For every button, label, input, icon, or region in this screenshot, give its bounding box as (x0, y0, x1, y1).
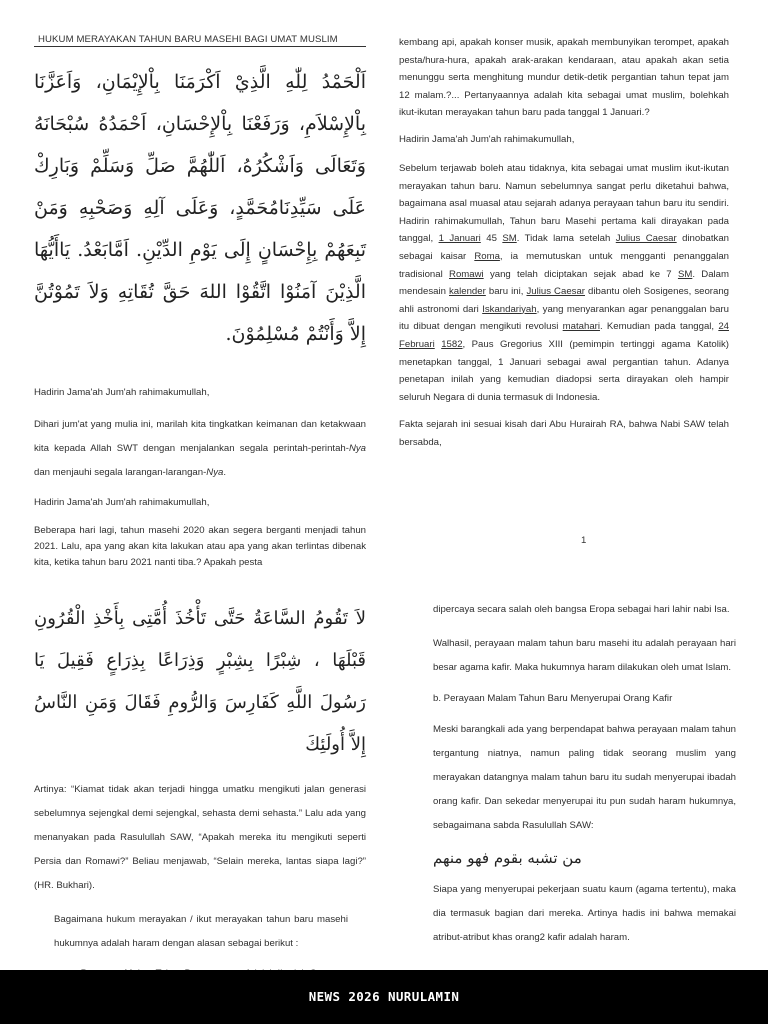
arabic-opening-prayer: اَلْحَمْدُ لِلّٰهِ الَّذِيْ اَكْرَمَنَا بِاْلإِيْمَانِ، وَاَعَزَّنَا بِاْلإِسْلاَمِ، وَرَفَعْنَا بِاْلإِحْسَانِ، اَحْمَدُهُ سُبْحَانَهُ وَتَعَالَى وَاَشْكُرُهُ، اَللّٰهُمَّ صَلِّ وَسَلِّمْ وَبَارِكْ عَلَى سَيِّدِنَامُحَمَّدٍ، وَعَلَى آلِهِ وَصَحْبِهِ وَمَنْ تَبِعَهُمْ بِإِحْسَانٍ إِلَى يَوْمِ الدِّيْنِ. اَمَّابَعْدُ. يَاأَيُّهَا الَّذِيْنَ آمَنُوْا اتَّقُوْا اللهَ حَقَّ تُقَاتِهِ وَلاَ تَمُوْتُنَّ إِلاَّ وَأَنْتُمْ مُسْلِمُوْنَ. (34, 71, 366, 345)
celebration-questions-paragraph: kembang api, apakah konser musik, apakah membunyikan terompet, apakah pesta/hura-hura, apakah arak-arakan kendaraan, atau apakah akan setia menunggu serta menghitung mundur detik-detik pergantian tahun tepat jam 12 malam.?... Pertanyaannya adalah kita sebagai umat muslim, bolehkah ikut-ikutan merayakan tahun baru pada tanggal 1 Januari.? (399, 37, 729, 119)
link-kalender[interactable]: kalender (449, 286, 486, 298)
salutation-3: Hadirin Jama'ah Jum'ah rahimakumullah, (399, 133, 575, 145)
document-header-title: HUKUM MERAYAKAN TAHUN BARU MASEHI BAGI UMAT MUSLIM (34, 34, 366, 47)
page2-right-column (433, 598, 736, 960)
conclusion-paragraph: Walhasil, perayaan malam tahun baru masehi itu adalah perayaan hari besar agama kafir. Maka hukumnya haram dilakukan oleh umat Islam. (433, 638, 736, 673)
hadith-explanation: Siapa yang menyerupai pekerjaan suatu kaum (agama tertentu), maka dia termasuk bagian dari mereka. Artinya hadis ini bahwa memakai atribut-atribut khas orang2 kafir adalah haram. (433, 883, 736, 943)
arabic-hadith-quote: من تشبه بقوم فهو منهم (433, 848, 582, 867)
page1-left-column (34, 34, 366, 581)
fact-paragraph: Fakta sejarah ini sesuai kisah dari Abu Hurairah RA, bahwa Nabi SAW telah bersabda, (399, 419, 729, 448)
salutation-2: Hadirin Jama'ah Jum'ah rahimakumullah, (34, 497, 210, 508)
link-roma[interactable]: Roma (474, 250, 500, 262)
link-iskandariyah[interactable]: Iskandariyah (482, 303, 537, 315)
intro-paragraph: Beberapa hari lagi, tahun masehi 2020 akan segera berganti menjadi tahun 2021. Lalu, apa yang akan kita lakukan atau apa yang akan terlintas dibenak kita, ketika tahun baru 2021 nanti tiba.? Apakah pesta (34, 525, 366, 568)
hadith-translation: Artinya: “Kiamat tidak akan terjadi hingga umatku mengikuti jalan generasi sebelumnya sejengkal demi sejengkal, sehasta demi sehasta.” Lalu ada yang menanyakan pada Rasulullah SAW, “Apakah mereka itu mengikuti seperti Persia dan Romawi?” Beliau menjawab, “Selain mereka, lantas siapa lagi?” (HR. Bukhari). (34, 784, 366, 891)
footer-banner: NEWS 2026 NURULAMIN (0, 970, 768, 1024)
ruling-intro-paragraph: Bagaimana hukum merayakan / ikut merayakan tahun baru masehi hukumnya adalah haram dengan alasan sebagai berikut : (54, 914, 348, 949)
page2-left-column (34, 598, 366, 998)
page1-right-column (399, 34, 729, 461)
arabic-hadith: لاَ تَقُومُ السَّاعَةُ حَتَّى تَأْخُذَ أُمَّتِى بِأَخْذِ الْقُرُونِ قَبْلَهَا ، شِبْرًا بِشِبْرٍ وَذِرَاعًا بِذِرَاعٍ فَقِيلَ يَا رَسُولَ اللَّهِ كَفَارِسَ وَالرُّومِ فَقَالَ وَمَنِ النَّاسُ إِلاَّ أُولَئِكَ (34, 608, 366, 755)
link-sm-2[interactable]: SM (677, 268, 693, 280)
link-sm[interactable]: SM (502, 233, 517, 245)
page-number: 1 (581, 535, 587, 546)
europe-belief-paragraph: dipercaya secara salah oleh bangsa Eropa sebagai hari lahir nabi Isa. (433, 604, 730, 615)
link-julius-caesar-2[interactable]: Julius Caesar (526, 286, 585, 298)
link-matahari[interactable]: matahari (562, 321, 600, 333)
link-romawi[interactable]: Romawi (449, 268, 484, 280)
salutation-1: Hadirin Jama'ah Jum'ah rahimakumullah, (34, 387, 210, 398)
document-page-2 (0, 578, 768, 970)
exhortation-paragraph: Dihari jum'at yang mulia ini, marilah kita tingkatkan keimanan dan ketakwaan kita kepada Allah SWT dengan menjalankan segala perintah-perintah-Nya dan menjauhi segala larangan-larangan-Nya. (34, 419, 366, 478)
history-paragraph: Sebelum terjawab boleh atau tidaknya, kita sebagai umat muslim ikut-ikutan merayakan tahun baru. Namun sebelumnya sangat perlu diketahui bahwa, bagaimana asal muasal atau sejarah adanya perayaan tahun baru itu sendiri. Hadirin rahimakumullah, Tahun baru Masehi pertama kali dirayakan pada tanggal, 1 Januari 45 SM. Tidak lama setelah Julius Caesar dinobatkan sebagai kaisar Roma, ia memutuskan untuk mengganti penanggalan tradisional Romawi yang telah diciptakan sejak abad ke 7 SM. Dalam mendesain kalender baru ini, Julius Caesar dibantu oleh Sosigenes, seorang ahli astronomi dari Iskandariyah, yang menyarankan agar penanggalan baru itu dibuat dengan mengikuti revolusi matahari. Kemudian pada tanggal, 24 Februari 1582, Paus Gregorius XIII (pemimpin tertinggi agama Katolik) menetapkan tanggal, 1 Januari sebagai awal pergantian tahun. Adanya penetapan inilah yang kemudian diadopsi serta dirayakan oleh hampir seluruh Negara di dunia termasuk di Indonesia. (399, 162, 730, 403)
link-1-januari[interactable]: 1 Januari (438, 233, 481, 245)
heading-b: b. Perayaan Malam Tahun Baru Menyerupai Orang Kafir (433, 693, 673, 704)
resemblance-paragraph: Meski barangkali ada yang berpendapat bahwa perayaan malam tahun tergantung niatnya, namun paling tidak seorang muslim yang merayakan datangnya malam tahun baru itu sudah menyerupai ibadah orang kafir. Dan sekedar menyerupai itu pun sudah haram hukumnya, sebagaimana sabda Rasulullah SAW: (433, 723, 736, 831)
link-julius-caesar[interactable]: Julius Caesar (615, 233, 677, 245)
link-24-februari[interactable]: 24 Februari (399, 321, 729, 350)
link-1582[interactable]: 1582 (441, 338, 463, 350)
